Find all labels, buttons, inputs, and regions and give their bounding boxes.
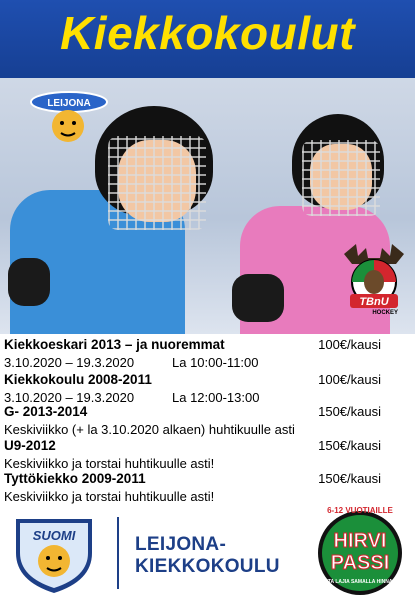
tbnu-sub-text: HOCKEY: [372, 310, 398, 316]
suomi-logo-text: SUOMI: [32, 528, 76, 543]
hirvipassi-top-text: 6-12 VUOTIAILLE: [327, 506, 393, 515]
schedule-item-1-heading: [4, 372, 409, 387]
tbnu-text: TBnU: [359, 296, 389, 308]
schedule-item-2-name: G- 2013-2014: [4, 404, 88, 419]
schedule-item-1-time: La 12:00-13:00: [172, 390, 260, 405]
glove-right: [232, 274, 284, 322]
hero-photo: [0, 78, 415, 334]
footer-logos: [0, 505, 415, 600]
schedule-item-3-dates: Keskiviikko ja torstai huhtikuulle asti!: [4, 456, 215, 471]
schedule-item-4-dates: Keskiviikko ja torstai huhtikuulle asti!: [4, 489, 215, 504]
schedule-item-4-heading: [4, 471, 409, 486]
schedule-item-0-heading: [4, 337, 409, 352]
schedule-item-2-detail: [4, 422, 409, 437]
leijona-kiekkokoulu-label: LEIJONA- KIEKKOKOULU: [135, 534, 280, 577]
schedule-item-2-price: 150€/kausi: [318, 404, 381, 419]
divider: [117, 517, 119, 589]
schedule-item-3-heading: [4, 438, 409, 453]
schedule-item-2-heading: [4, 404, 409, 419]
leijona-kiekkokoulu-text: [135, 534, 280, 578]
schedule-item-0-price: 100€/kausi: [318, 337, 381, 352]
schedule-item-0-detail: [4, 355, 409, 370]
schedule-item-3-name: U9-2012: [4, 438, 56, 453]
schedule-item-3-price: 150€/kausi: [318, 438, 381, 453]
schedule-item-1-price: 100€/kausi: [318, 372, 381, 387]
hirvipassi-bottom-text: MONTA LAJIA SAMALLA HINNALLA!: [316, 579, 404, 585]
page-title: Kiekkokoulut: [60, 7, 355, 59]
schedule-item-4-price: 150€/kausi: [318, 471, 381, 486]
face-cage-right: [302, 140, 380, 216]
leijona-logo: [26, 88, 112, 148]
title-banner: [0, 0, 415, 78]
schedule-item-1-name: Kiekkokoulu 2008-2011: [4, 372, 152, 387]
schedule-item-0-dates: 3.10.2020 – 19.3.2020: [4, 355, 135, 370]
schedule-item-2-dates: Keskiviikko (+ la 3.10.2020 alkaen) huhtikuulle asti: [4, 422, 295, 437]
face-cage-left: [108, 136, 206, 230]
schedule-item-0-time: La 10:00-11:00: [172, 355, 259, 370]
schedule-item-0-name: Kiekkoeskari 2013 – ja nuoremmat: [4, 337, 225, 352]
schedule-item-4-name: Tyttökiekko 2009-2011: [4, 471, 146, 486]
hirvipassi-logo: [306, 501, 414, 599]
hirvipassi-main2: PASSI: [330, 552, 390, 574]
glove-left: [8, 258, 50, 306]
leijona-logo-text: LEIJONA: [47, 98, 91, 109]
tbnu-hockey-logo: [336, 242, 412, 318]
schedule-item-3-detail: [4, 456, 409, 471]
schedule-item-1-dates: 3.10.2020 – 19.3.2020: [4, 390, 135, 405]
suomi-logo: [12, 513, 96, 595]
schedule-item-1-detail: [4, 390, 409, 405]
hirvipassi-main1: HIRVI: [333, 530, 387, 552]
